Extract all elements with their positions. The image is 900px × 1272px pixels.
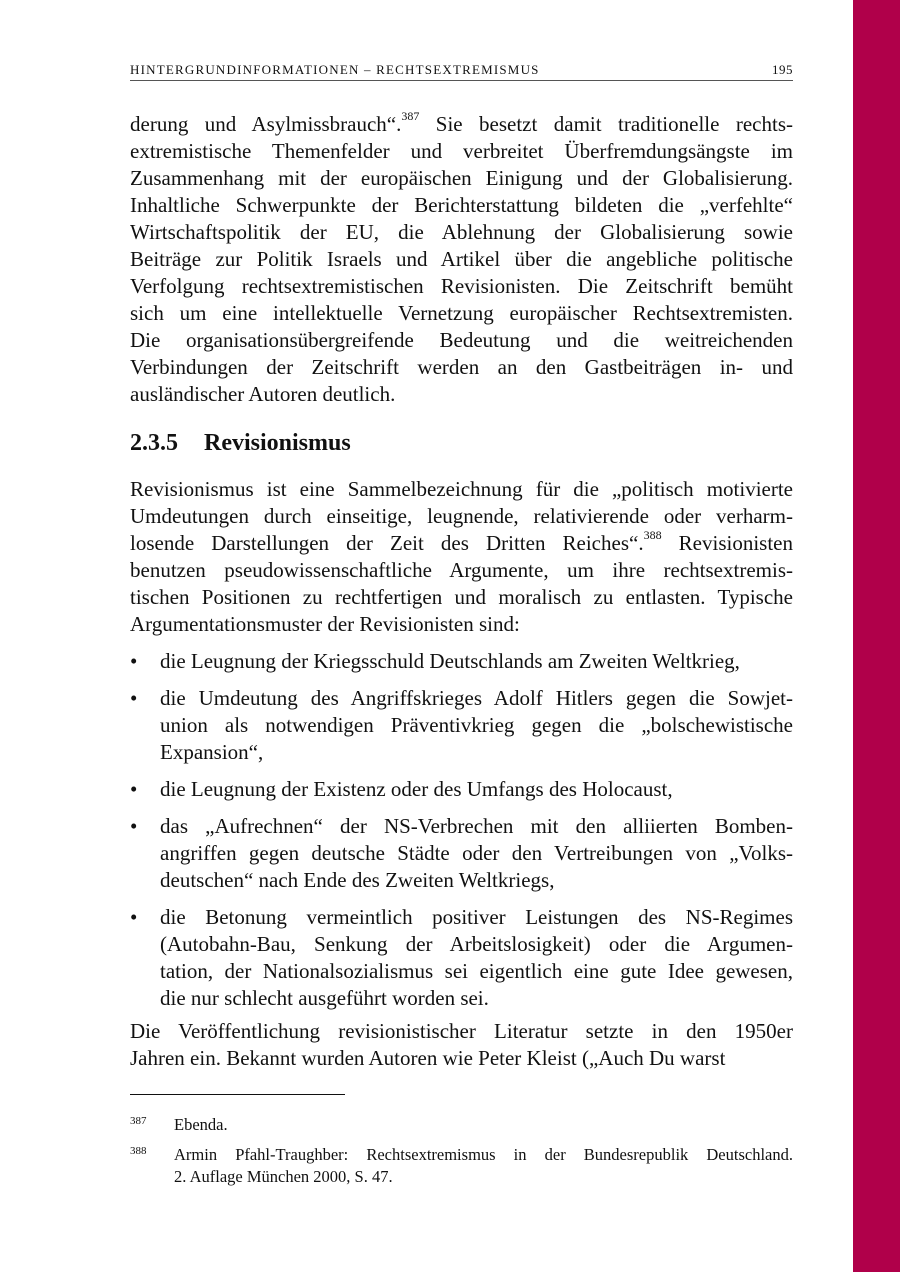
bullet-icon: • [130,814,138,838]
text-line: Revisionismus ist eine Sammelbezeichnung für die „politisch motivierte [130,477,793,501]
list-item [130,648,793,675]
footnote-388 [130,1144,793,1188]
text-line: Wirtschaftspolitik der EU, die Ablehnung der Globalisierung sowie [130,220,793,244]
text-line: 2. Auflage München 2000, S. 47. [174,1167,393,1186]
text-line: Umdeutungen durch einseitige, leugnende, relativierende oder verharm- [130,504,793,528]
text-line: Inhaltliche Schwerpunkte der Berichterstattung bildeten die „verfehlte“ [130,193,793,217]
list-item [130,685,793,766]
text-line: die nur schlecht ausgeführt worden sei. [160,986,489,1010]
header-title: HINTERGRUNDINFORMATIONEN – RECHTSEXTREMISMUS [130,62,540,77]
text-line: ausländischer Autoren deutlich. [130,382,396,406]
footnote-separator [130,1094,345,1095]
list-item [130,776,793,803]
list-item [130,813,793,894]
text-line: tation, der Nationalsozialismus sei eigentlich eine gute Idee gewesen, [160,959,793,983]
page-number: 195 [772,62,793,77]
bullet-icon: • [130,905,138,929]
text-line: die Leugnung der Kriegsschuld Deutschlands am Zweiten Weltkrieg, [160,649,740,673]
text-line: Ebenda. [174,1115,228,1134]
text-line: die Betonung vermeintlich positiver Leistungen des NS-Regimes [160,905,793,929]
text-line: Verfolgung rechtsextremistischen Revisionisten. Die Zeitschrift bemüht [130,274,793,298]
text-line: die Umdeutung des Angriffskrieges Adolf Hitlers gegen die Sowjet- [160,686,793,710]
paragraph-2 [130,476,793,638]
bullet-icon: • [130,686,138,710]
text-line: das „Aufrechnen“ der NS-Verbrechen mit den alliierten Bomben- [160,814,793,838]
text-line: Jahren ein. Bekannt wurden Autoren wie Peter Kleist („Auch Du warst [130,1046,726,1070]
text-line: Argumentationsmuster der Revisionisten sind: [130,612,520,636]
text-line: extremistische Themenfelder und verbreitet Überfremdungsängste im [130,139,793,163]
section-heading [130,430,351,457]
list-item [130,904,793,1012]
paragraph-1 [130,111,793,408]
text-line: Expansion“, [160,740,264,764]
text-line: Verbindungen der Zeitschrift werden an den Gastbeiträgen in- und [130,355,793,379]
text-line: Die organisationsübergreifende Bedeutung und die weitreichenden [130,328,793,352]
text-line: Armin Pfahl-Traughber: Rechtsextremismus in der Bundesrepublik Deutschland. [174,1145,793,1164]
text-line: Die Veröffentlichung revisionistischer Literatur setzte in den 1950er [130,1019,793,1043]
footnote-ref: 387 [401,109,420,123]
footnote-ref: 388 [643,528,662,542]
section-number: 2.3.5 [130,430,178,456]
text-line: benutzen pseudowissenschaftliche Argumente, um ihre rechtsextremis- [130,558,793,582]
footnote-number: 387 [130,1115,147,1127]
bullet-list [130,648,793,1022]
accent-sidebar-bar [853,0,900,1272]
running-header [130,62,793,81]
bullet-icon: • [130,777,138,801]
text-line: derung und Asylmissbrauch“.$^{387}$ Sie besetzt damit traditionelle rechts- [130,109,793,136]
footnote-387 [130,1114,793,1136]
bullet-icon: • [130,649,138,673]
text-line: die Leugnung der Existenz oder des Umfangs des Holocaust, [160,777,673,801]
text-line: sich um eine intellektuelle Vernetzung europäischer Rechtsextremisten. [130,301,793,325]
text-line: angriffen gegen deutsche Städte oder den Vertreibungen von „Volks- [160,841,793,865]
text-line: union als notwendigen Präventivkrieg gegen die „bolschewistische [160,713,793,737]
text-line: (Autobahn-Bau, Senkung der Arbeitslosigkeit) oder die Argumen- [160,932,793,956]
paragraph-3 [130,1018,793,1072]
footnote-number: 388 [130,1145,147,1157]
section-title: Revisionismus [204,430,351,456]
text-line: losende Darstellungen der Zeit des Dritten Reiches“.$^{388}$ Revisionisten [130,528,793,555]
text-line: tischen Positionen zu rechtfertigen und moralisch zu entlasten. Typische [130,585,793,609]
text-line: deutschen“ nach Ende des Zweiten Weltkriegs, [160,868,555,892]
text-line: Zusammenhang mit der europäischen Einigung und der Globalisierung. [130,166,793,190]
text-line: Beiträge zur Politik Israels und Artikel über die angebliche politische [130,247,793,271]
